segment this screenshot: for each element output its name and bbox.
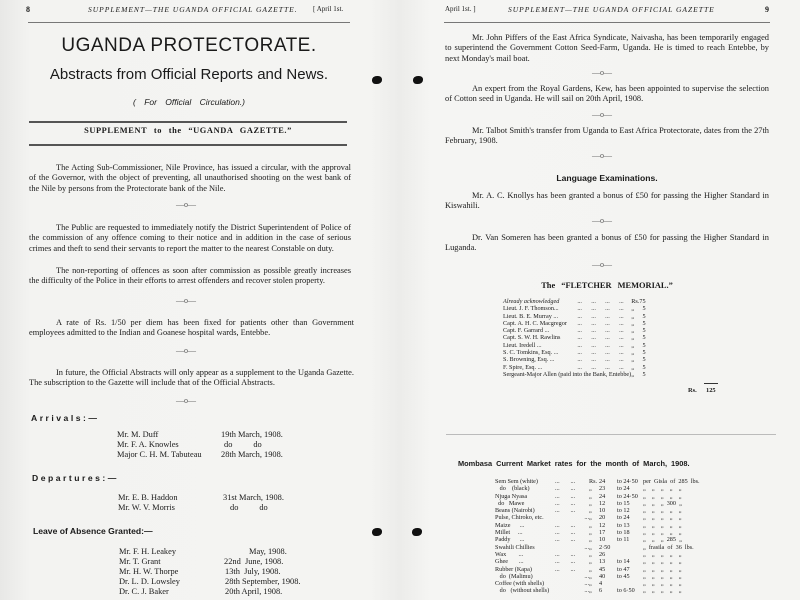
table-row: Pulse, Chiroko, etc. ... „ 20 to 24 „ „ „ „ „ [495, 514, 682, 522]
table-row: F. Spire, Esq. ... ... ... ... ... „ 5 [503, 363, 646, 371]
table-row: do (without shells) ... „ 6 to 6·50 „ „ „ „ „ [495, 587, 682, 595]
leave-heading: Leave of Absence Granted:— [33, 526, 153, 536]
paragraph: The Public are requested to immediately notify the District Superintendent of Police of the commission of any offence coming to their notice and in addition in the case of serious crimes and theft to send their servants to report the matter to the nearest Constable on duty. [29, 223, 351, 253]
date-tag: [ April 1st. [313, 5, 344, 13]
leave-date: May, 1908. [249, 547, 287, 556]
right-page [400, 0, 800, 600]
separator: —o— [176, 200, 196, 209]
table-row: Already acknowledged ... ... ... ... Rs. 75 [503, 298, 646, 305]
separator: —o— [592, 68, 612, 77]
separator: —o— [592, 110, 612, 119]
binding-hole [372, 528, 382, 536]
arrival-date: do do [224, 440, 262, 449]
page-number: 9 [765, 5, 769, 14]
table-row: Capt. A. H. C. Macgregor ... ... ... ... „ 5 [503, 319, 646, 327]
document-subtitle: Abstracts from Official Reports and News. [49, 66, 329, 83]
paragraph: The non-reporting of offences as soon after commission as possible greatly increases the difficulty of the Police in their efforts to arrest offenders and recover stolen property. [29, 266, 351, 286]
table-row: Lieut. Iredell ... ... ... ... ... „ 5 [503, 341, 646, 349]
table-row: Swahili Chillies ... „ 2·50 „ frasila of 36 lbs. [495, 543, 694, 551]
table-row: Lieut. J. F. Thomson... ... ... ... ... „ 5 [503, 305, 646, 313]
market-rates-table [495, 478, 700, 595]
fletcher-total-currency: Rs. [688, 387, 697, 394]
table-row: Njuga Nyasa ... ... „ 24 to 24·50 „ „ „ „ „ [495, 492, 682, 500]
paragraph: Mr. A. C. Knollys has been granted a bonus of £50 for passing the Higher Standard in Kiswahili. [445, 191, 769, 211]
language-exams-heading: Language Examinations. [556, 173, 658, 183]
document-title: UGANDA PROTECTORATE. [61, 35, 317, 56]
leave-date: 20th April, 1908. [225, 587, 283, 596]
table-row: Maize ... ... ... „ 12 to 13 „ „ „ „ „ [495, 521, 682, 529]
table-row: S. C. Tomkins, Esq. ... ... ... ... ... „ 5 [503, 349, 646, 357]
table-row: Capt. F. Garrard ... ... ... ... ... „ 5 [503, 327, 646, 335]
separator: —o— [592, 151, 612, 160]
person-name: Mr. F. A. Knowles [117, 440, 179, 449]
table-row: Coffee (with shells) ... „ 4 „ „ „ „ „ [495, 580, 682, 588]
table-row: Millet ... ... ... „ 17 to 18 „ „ „ „ „ [495, 529, 682, 537]
departure-date: do do [230, 503, 268, 512]
table-row: do (Malimu) ... „ 40 to 45 „ „ „ „ „ [495, 572, 682, 580]
arrival-date: 19th March, 1908. [221, 430, 283, 439]
table-row: Wax ... ... ... „ 26 „ „ „ „ „ [495, 550, 682, 558]
paragraph: Mr. John Piffers of the East Africa Syndicate, Naivasha, has been temporarily engaged to superintend the Government Cotton Seed-Farm, Uganda. He is timed to reach Entebbe, by next Monday's mail boat. [445, 33, 769, 63]
circulation-note: ( For Official Circulation.) [133, 97, 245, 107]
fletcher-memorial-table [503, 298, 646, 378]
date-tag: April 1st. ] [445, 5, 476, 13]
separator: —o— [176, 396, 196, 405]
table-row: Paddy ... ... ... „ 10 to 11 „ „ „ 285 „ [495, 536, 682, 544]
arrival-date: 28th March, 1908. [221, 450, 283, 459]
separator: —o— [592, 260, 612, 269]
person-name: Mr. F. H. Leakey [119, 547, 177, 556]
leave-date: 22nd June, 1908. [224, 557, 284, 566]
divider [446, 434, 776, 435]
paragraph: A rate of Rs. 1/50 per diem has been fixed for patients other than Government employees admitted to the Indian and Goanese hospital wards, Entebbe. [29, 318, 354, 338]
divider [29, 121, 347, 123]
leave-date: 28th September, 1908. [225, 577, 301, 586]
leave-date: 13th July, 1908. [225, 567, 281, 576]
person-name: Dr. C. J. Baker [119, 587, 169, 596]
paragraph: Dr. Van Someren has been granted a bonus of £50 for passing the Higher Standard in Luganda. [445, 233, 769, 253]
person-name: Mr. W. V. Morris [118, 503, 175, 512]
table-row: Sergeant-Major Allen (paid into the Bank, Entebbe) „ 5 [503, 370, 646, 378]
table-row: Ghee ... ... ... „ 13 to 14 „ „ „ „ „ [495, 558, 682, 566]
separator: —o— [176, 346, 196, 355]
person-name: Mr. M. Duff [117, 430, 159, 439]
table-row: do Mawe ... ... „ 12 to 15 „ „ „ 300 „ [495, 499, 682, 507]
binding-hole [412, 528, 422, 536]
person-name: Mr. T. Grant [119, 557, 161, 566]
table-row: Beans (Nairobi) ... ... „ 10 to 12 „ „ „ „ „ [495, 507, 682, 515]
person-name: Dr. L. D. Lowsley [119, 577, 180, 586]
divider [444, 22, 770, 23]
departures-heading: Departures:— [32, 473, 119, 483]
paragraph: The Acting Sub-Commissioner, Nile Province, has issued a circular, with the approval of the Governor, with the object of preventing, all unauthorised shooting on the west bank of the Nile by persons from the Protectorate bank of the Nile. [29, 163, 351, 193]
market-rates-heading: Mombasa Current Market rates for the month of March, 1908. [458, 459, 690, 468]
arrivals-heading: Arrivals:— [31, 413, 100, 423]
person-name: Major C. H. M. Tabuteau [117, 450, 202, 459]
total-rule [704, 383, 718, 384]
table-row: Capt. S. W. H. Rawlins ... ... ... ... „ 5 [503, 334, 646, 342]
table-row: do (black) ... ... „ 23 to 24 „ „ „ „ „ [495, 485, 682, 493]
paragraph: Mr. Talbot Smith's transfer from Uganda to East Africa Protectorate, dates from the 27th February, 1908. [445, 126, 769, 146]
table-row: S. Browning, Esq. ... ... ... ... ... „ 5 [503, 356, 646, 364]
person-name: Mr. H. W. Thorpe [119, 567, 179, 576]
separator: —o— [592, 216, 612, 225]
binding-hole [372, 76, 382, 84]
table-row: Lieut. B. E. Murray ... ... ... ... ... „ 5 [503, 312, 646, 320]
binding-hole [413, 76, 423, 84]
table-row: Sem Sem (white) ... ... Rs. 24 to 24·50 per Gisla of 285 lbs. [495, 478, 700, 485]
running-head: SUPPLEMENT—THE UGANDA OFFICIAL GAZETTE [508, 5, 715, 14]
fletcher-total: 125 [706, 387, 716, 394]
separator: —o— [176, 296, 196, 305]
divider [28, 22, 350, 23]
supplement-banner: SUPPLEMENT to the “UGANDA GAZETTE.” [84, 126, 292, 135]
fletcher-memorial-heading: The “FLETCHER MEMORIAL.” [541, 281, 673, 290]
table-row: Rubber (Kapa) ... ... „ 45 to 47 „ „ „ „ „ [495, 565, 682, 573]
divider [29, 144, 347, 146]
departure-date: 31st March, 1908. [223, 493, 284, 502]
paragraph: An expert from the Royal Gardens, Kew, has been appointed to supervise the selection of Cotton seed in Uganda. He will sail on 20th April, 1908. [445, 84, 769, 104]
paragraph: In future, the Official Abstracts will only appear as a supplement to the Uganda Gazette. The subscription to the Gazette will include that of the Official Abstracts. [29, 368, 354, 388]
person-name: Mr. E. B. Haddon [118, 493, 178, 502]
running-head: SUPPLEMENT—THE UGANDA OFFICIAL GAZETTE. [88, 5, 298, 14]
page-number: 8 [26, 5, 30, 14]
